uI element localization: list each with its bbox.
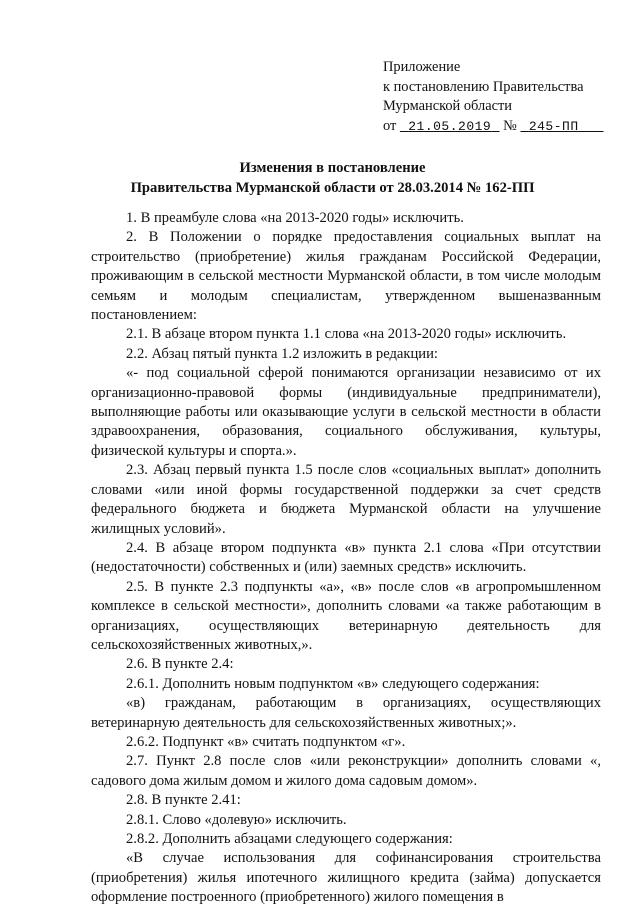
appendix-block <box>383 58 604 136</box>
paragraph: «В случае использования для софинансирования строительства (приобретения) жилья ипотечного жилищного кредита (займа) допускается оформление построенного (приобретенного) жилого помещения в <box>91 850 601 906</box>
paragraph: «в) гражданам, работающим в организациях, осуществляющих ветеринарную деятельность для сельскохозяйственных животных;». <box>91 695 601 731</box>
paragraph: 2.6.1. Дополнить новым подпунктом «в» следующего содержания: <box>126 675 540 692</box>
paragraph: 2.1. В абзаце втором пункта 1.1 слова «на 2013-2020 годы» исключить. <box>126 326 567 343</box>
number-prefix: № <box>503 117 517 134</box>
paragraph: 2.8.2. Дополнить абзацами следующего содержания: <box>126 831 453 847</box>
document-body <box>91 209 601 908</box>
paragraph: 2. В Положении о порядке предоставления социальных выплат на строительство (приобретение) жилья гражданам Российской Федерации, проживающим в сельской местности Мурманской области, в том числе молодым семьям и молодым специалистам, утвержденном вышеназванным постановлением: <box>91 229 601 324</box>
paragraph: 2.7. Пункт 2.8 после слов «или реконструкции» дополнить словами «, садового дома жилым домом и жилого дома садовым домом». <box>91 753 601 789</box>
title-line-2: Правительства Мурманской области от 28.03.2014 № 162-ПП <box>130 179 535 196</box>
paragraph: 1. В преамбуле слова «на 2013-2020 годы» исключить. <box>126 210 464 226</box>
paragraph: 2.6.2. Подпункт «в» считать подпунктом «г». <box>126 733 406 750</box>
document-title <box>60 159 605 198</box>
date-prefix: от <box>383 117 397 134</box>
paragraph: 2.2. Абзац пятый пункта 1.2 изложить в редакции: <box>126 345 438 362</box>
paragraph: 2.4. В абзаце втором подпункта «в» пункта 2.1 слова «При отсутствии (недостаточности) собственных и (или) заемных средств» исключить. <box>91 539 601 576</box>
appendix-label: Приложение <box>383 59 461 75</box>
appendix-line-2: к постановлению Правительства <box>383 78 584 95</box>
paragraph: 2.8. В пункте 2.41: <box>126 792 241 809</box>
decree-number: 245-ПП <box>528 118 579 134</box>
paragraph: «- под социальной сферой понимаются организации независимо от их организационно-правовой формы (индивидуальные предприниматели), выполняющие работы или оказывающие услуги в сельской местности в области здравоохранения, образования, социального обслуживания, культуры, физической культуры и спорта.». <box>91 365 601 459</box>
appendix-date-line <box>383 117 604 137</box>
decree-date: 21.05.2019 <box>408 118 492 134</box>
paragraph: 2.5. В пункте 2.3 подпункты «а», «в» после слов «в агропромышленном комплексе в сельской местности», дополнить словами «а также работающим в организациях, осуществляющих ветеринарную деятельность для сельскохозяйственных животных,». <box>91 578 601 653</box>
title-line-1: Изменения в постановление <box>239 160 426 176</box>
appendix-line-3: Мурманской области <box>383 98 512 114</box>
paragraph: 2.6. В пункте 2.4: <box>126 656 234 673</box>
paragraph: 2.3. Абзац первый пункта 1.5 после слов «социальных выплат» дополнить словами «или иной формы государственной поддержки за счет средств федерального бюджета и бюджета Мурманской области на улучшение жилищных условий». <box>91 462 601 537</box>
paragraph: 2.8.1. Слово «долевую» исключить. <box>126 811 347 828</box>
